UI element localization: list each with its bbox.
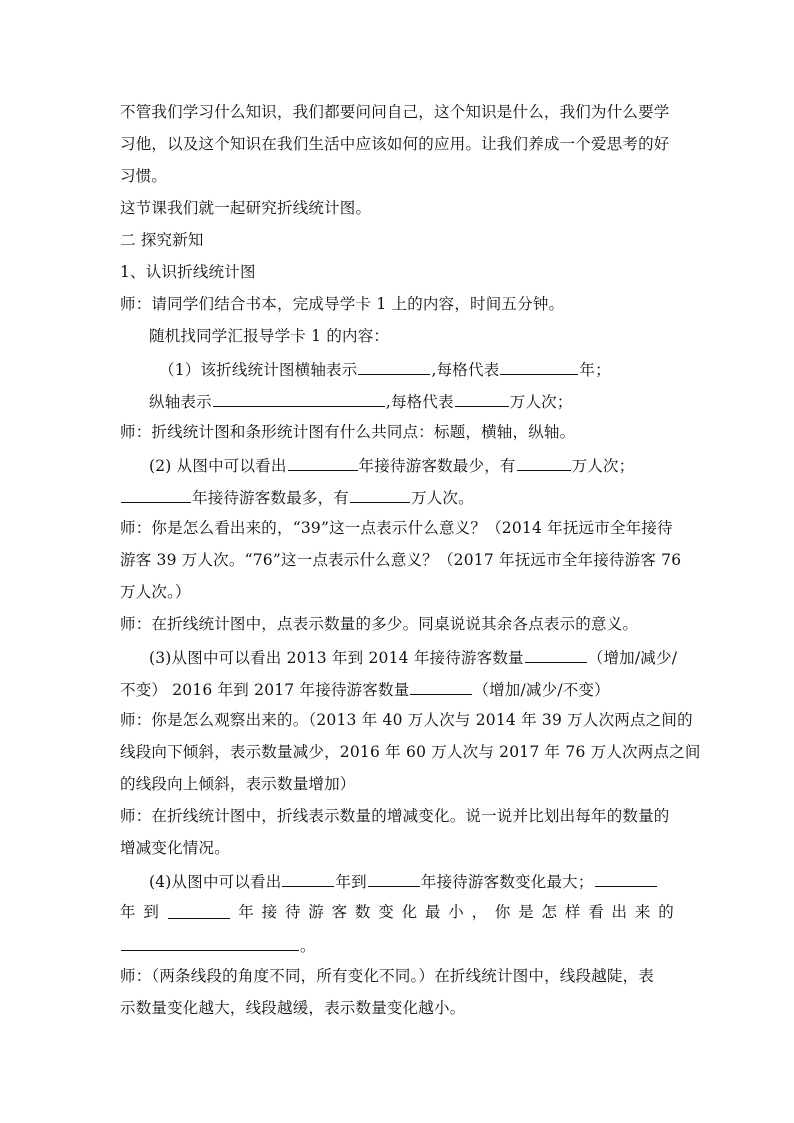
question-text: 万人次； (509, 393, 573, 411)
question-line (120, 678, 610, 700)
char: 年 (238, 903, 254, 921)
subsection-heading: 1、认识折线统计图 (120, 263, 256, 281)
text-line: 游客 39 万人次。“76”这一点表示什么意义？（2017 年抚远市全年接待游客 76 (120, 551, 682, 569)
char: 怎 (541, 903, 558, 921)
char: 小 (448, 903, 464, 921)
question-text: 年； (579, 361, 611, 379)
question-line (120, 934, 316, 956)
question-line (149, 870, 658, 892)
answer-blank[interactable] (282, 870, 334, 887)
char: 数 (354, 903, 371, 921)
question-text: ,每格代表 (431, 361, 500, 379)
question-text: 年接待游客数最多，有 (192, 489, 350, 507)
text-line: 随机找同学汇报导学卡 1 的内容： (149, 327, 390, 345)
char: 来 (634, 903, 651, 921)
question-text: （1）该折线统计图横轴表示 (159, 361, 358, 379)
char: 出 (611, 903, 628, 921)
answer-blank[interactable] (368, 870, 420, 887)
question-text: 年接待游客数变化最大； (420, 873, 594, 891)
text-line: 万人次。） (120, 583, 191, 601)
char: 变 (378, 903, 394, 921)
text-line: 这节课我们就一起研究折线统计图。 (120, 199, 372, 217)
char: 到 (143, 903, 160, 921)
text-line: 师：（两条线段的角度不同，所有变化不同。）在折线统计图中，线段越陡，表 (120, 967, 655, 985)
question-line (149, 646, 677, 668)
answer-blank[interactable] (121, 486, 191, 503)
text-line: 示数量变化越大，线段越缓，表示数量变化越小。 (120, 999, 466, 1017)
char: 接 (261, 903, 278, 921)
char: 客 (331, 903, 348, 921)
text-line: 不管我们学习什么知识，我们都要问问自己，这个知识是什么，我们为什么要学 (120, 103, 670, 121)
char: 是 (518, 903, 534, 921)
question-text: (3)从图中可以看出 2013 年到 2014 年接待游客数量 (149, 649, 524, 667)
char: 的 (658, 903, 674, 921)
text-line: 师：在折线统计图中，折线表示数量的增减变化。说一说并比划出每年的数量的 (120, 807, 670, 825)
answer-blank[interactable] (517, 454, 571, 471)
question-text: 万人次。 (411, 489, 474, 507)
char: 样 (564, 903, 581, 921)
question-text: （增加/减少/ (587, 649, 678, 667)
question-text: 不变） 2016 年到 2017 年接待游客数量 (120, 681, 410, 699)
answer-blank[interactable] (358, 358, 430, 375)
text-line: 师：你是怎么观察出来的。（2013 年 40 万人次与 2014 年 39 万人次两点之间的 (120, 711, 693, 729)
text-line: 的线段向上倾斜，表示数量增加） (120, 775, 356, 793)
answer-blank[interactable] (288, 454, 358, 471)
answer-blank[interactable] (525, 646, 587, 663)
text-line: 增减变化情况。 (120, 839, 230, 857)
char: 化 (401, 903, 418, 921)
text-line: 线段向下倾斜，表示数量减少，2016 年 60 万人次与 2017 年 76 万人次两点之间 (120, 743, 701, 761)
char: 游 (308, 903, 324, 921)
text-line: 师：折线统计图和条形统计图有什么共同点：标题，横轴，纵轴。 (120, 423, 576, 441)
text-line: 师：在折线统计图中，点表示数量的多少。同桌说说其余各点表示的意义。 (120, 615, 639, 633)
answer-blank[interactable] (350, 486, 410, 503)
question-line-justified (120, 902, 674, 922)
answer-blank[interactable] (121, 934, 299, 951)
text-line: 习他，以及这个知识在我们生活中应该如何的应用。让我们养成一个爱思考的好 (120, 135, 670, 153)
question-line (149, 390, 573, 412)
char: 你 (494, 903, 511, 921)
text-line: 习惯。 (120, 167, 168, 185)
question-text: 万人次； (571, 457, 635, 475)
question-text: ,每格代表 (385, 393, 454, 411)
char: 最 (424, 903, 441, 921)
question-text: 年到 (335, 873, 367, 891)
question-text: 纵轴表示 (149, 393, 212, 411)
char: 看 (588, 903, 604, 921)
question-text: (2) 从图中可以看出 (149, 457, 287, 475)
answer-blank[interactable] (213, 390, 385, 407)
answer-blank[interactable] (410, 678, 472, 695)
question-text: (4)从图中可以看出 (149, 873, 282, 891)
question-line (159, 358, 611, 380)
question-text: 年接待游客数最少，有 (358, 457, 516, 475)
answer-blank[interactable] (168, 902, 230, 919)
answer-blank[interactable] (595, 870, 657, 887)
char: 待 (284, 903, 301, 921)
answer-blank[interactable] (500, 358, 578, 375)
text-line: 师：你是怎么看出来的，“39”这一点表示什么意义？（2014 年抚远市全年接待 (120, 519, 673, 537)
question-line (149, 454, 634, 476)
answer-blank[interactable] (455, 390, 509, 407)
question-line (120, 486, 474, 508)
char: 年 (120, 903, 136, 921)
section-heading: 二 探究新知 (120, 231, 204, 249)
text-line: 师：请同学们结合书本，完成导学卡 1 上的内容，时间五分钟。 (120, 295, 565, 313)
question-text: 。 (300, 937, 316, 955)
question-text: （增加/减少/不变） (473, 681, 610, 699)
char: ， (471, 903, 488, 921)
